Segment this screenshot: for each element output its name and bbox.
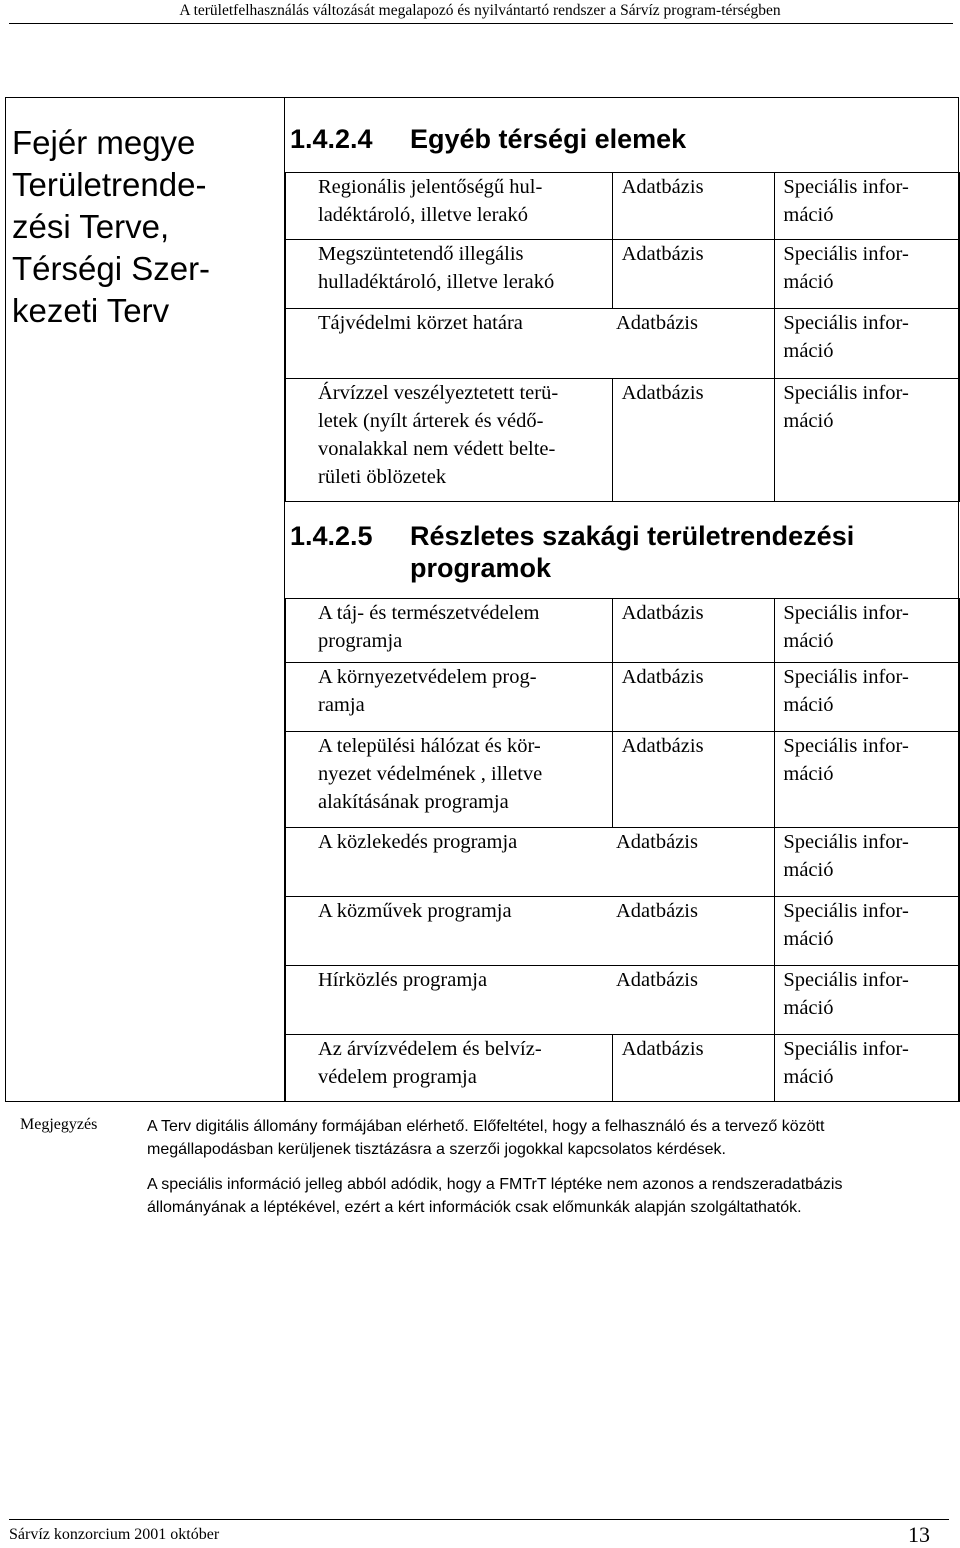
table-row	[286, 897, 960, 966]
table-row	[286, 966, 960, 1035]
plan-title-line: Fejér megye	[12, 124, 196, 161]
row-name: A települési hálózat és kör- nyezet védelmének , illetve alakításának programja	[286, 732, 613, 828]
section-title-line: Részletes szakági területrendezési	[410, 521, 855, 551]
row-name: A környezetvédelem prog- ramja	[286, 663, 613, 732]
note-paragraph: A Terv digitális állomány formájában elérhető. Előfeltétel, hogy a felhasználó és a tervező között megállapodásban kerüljenek tisztázásra a szerzői jogokkal kapcsolatos kérdések.	[147, 1118, 825, 1158]
row-info: Speciális infor- máció	[775, 599, 960, 663]
plan-title	[12, 122, 282, 332]
row-source: Adatbázis	[612, 663, 775, 732]
row-source: Adatbázis	[612, 240, 775, 309]
section-heading-1	[290, 123, 686, 155]
section-number: 1.4.2.5	[290, 521, 373, 551]
note-paragraph: A speciális információ jelleg abból adódik, hogy a FMTrT léptéke nem azonos a rendszeradatbázis állományának a léptékével, ezért a kért információk csak előmunkák alapján szolgáltathatók.	[147, 1176, 843, 1216]
plan-title-line: Területrende-	[12, 166, 207, 203]
plan-title-line: zési Terve,	[12, 208, 170, 245]
page-number: 13	[908, 1522, 930, 1547]
section-number: 1.4.2.4	[290, 124, 373, 154]
table-row	[286, 240, 960, 309]
row-name: Regionális jelentőségű hul- ladéktároló, illetve lerakó	[286, 173, 613, 240]
row-name: A táj- és természetvédelem programja	[286, 599, 613, 663]
row-info: Speciális infor- máció	[775, 240, 960, 309]
footer-rule	[9, 1519, 949, 1520]
section-heading-2	[290, 520, 854, 584]
plan-title-line: Térségi Szer-	[12, 250, 211, 287]
note-label: Megjegyzés	[20, 1116, 98, 1133]
row-info: Speciális infor- máció	[775, 379, 960, 502]
row-info: Speciális infor- máció	[775, 173, 960, 240]
row-info: Speciális infor- máció	[775, 309, 960, 379]
table-row	[286, 599, 960, 663]
row-source: Adatbázis	[612, 599, 775, 663]
section-title-line: programok	[410, 553, 552, 583]
table-row	[286, 828, 960, 897]
row-name: Árvízzel veszélyeztetett terü- letek (nyílt árterek és védő- vonalakkal nem védett belte- rületi öblözetek	[286, 379, 613, 502]
row-source: Adatbázis	[612, 732, 775, 828]
row-name-merged: A közművek programja Adatbázis	[286, 897, 775, 966]
row-info: Speciális infor- máció	[775, 663, 960, 732]
header-rule	[9, 23, 953, 24]
row-source: Adatbázis	[612, 379, 775, 502]
row-info: Speciális infor- máció	[775, 966, 960, 1035]
row-name: Az árvízvédelem és belvíz- védelem programja	[286, 1035, 613, 1102]
row-source: Adatbázis	[612, 1035, 775, 1102]
table-row	[286, 1035, 960, 1102]
table-row	[286, 173, 960, 240]
row-name-merged: Hírközlés programja Adatbázis	[286, 966, 775, 1035]
row-name-merged: Tájvédelmi körzet határa Adatbázis	[286, 309, 775, 379]
table-row	[286, 379, 960, 502]
section-title: Egyéb térségi elemek	[410, 124, 687, 154]
footer-text: Sárvíz konzorcium 2001 október	[9, 1526, 220, 1543]
row-info: Speciális infor- máció	[775, 732, 960, 828]
row-info: Speciális infor- máció	[775, 1035, 960, 1102]
row-source: Adatbázis	[612, 173, 775, 240]
table-row	[286, 732, 960, 828]
row-info: Speciális infor- máció	[775, 828, 960, 897]
section-2-table	[285, 598, 960, 1102]
row-name: Megszüntetendő illegális hulladéktároló, illetve lerakó	[286, 240, 613, 309]
row-name-merged: A közlekedés programja Adatbázis	[286, 828, 775, 897]
row-info: Speciális infor- máció	[775, 897, 960, 966]
section-1-table	[285, 172, 960, 502]
table-row	[286, 309, 960, 379]
table-row	[286, 663, 960, 732]
running-header: A területfelhasználás változását megalapozó és nyilvántartó rendszer a Sárvíz program-térségben	[179, 2, 781, 19]
plan-title-line: kezeti Terv	[12, 292, 170, 329]
